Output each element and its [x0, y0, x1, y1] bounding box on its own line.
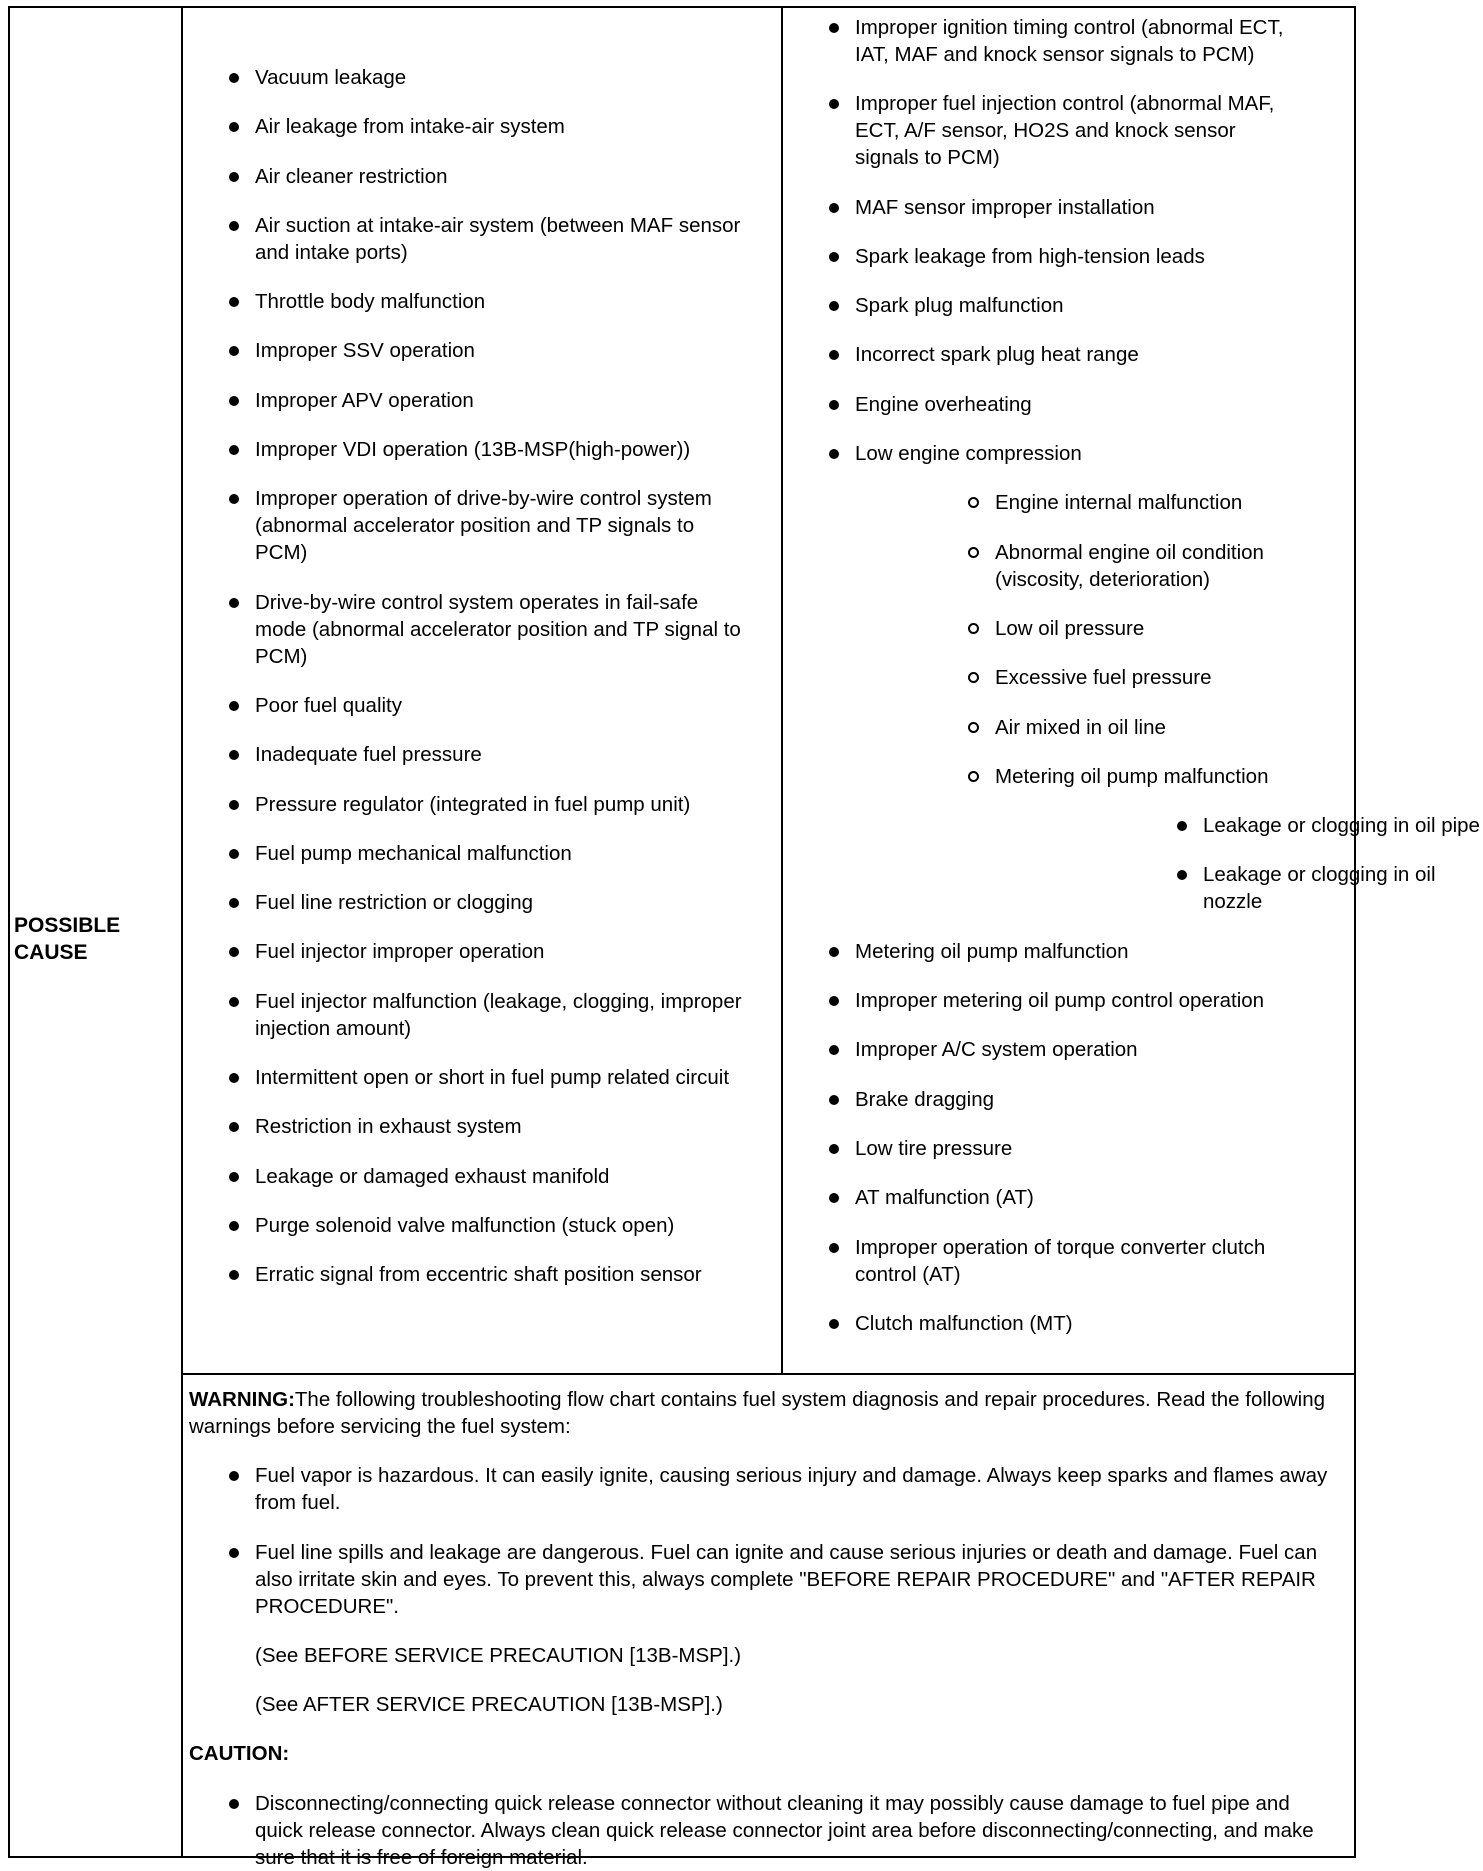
right-cause-list — [783, 14, 1480, 1359]
warning-list — [189, 1462, 1348, 1619]
cause-item: Inadequate fuel pressure — [183, 741, 743, 768]
cause-item: Air suction at intake-air system (between MAF sensor and intake ports) — [183, 212, 743, 266]
row-label-text: POSSIBLE CAUSE — [14, 914, 121, 964]
warning-intro: The following troubleshooting flow chart contains fuel system diagnosis and repair procedures. Read the following warnings before servicing the fuel system: — [189, 1388, 1326, 1438]
cause-item: Fuel line restriction or clogging — [183, 889, 743, 916]
cause-item: Restriction in exhaust system — [183, 1113, 743, 1140]
cause-item: Improper operation of drive-by-wire control system (abnormal accelerator position and TP signals to PCM) — [183, 485, 743, 566]
sub-cause-item: Low oil pressure — [855, 615, 1303, 642]
cause-item: Air leakage from intake-air system — [183, 113, 743, 140]
cause-item: Improper ignition timing control (abnormal ECT, IAT, MAF and knock sensor signals to PCM) — [783, 14, 1303, 68]
cause-item: Fuel injector improper operation — [183, 938, 743, 965]
cause-item: Low tire pressure — [783, 1135, 1303, 1162]
caution-heading: CAUTION: — [189, 1742, 290, 1766]
cause-item: Clutch malfunction (MT) — [783, 1310, 1303, 1337]
caution-list — [189, 1790, 1348, 1871]
sub-cause-item: Excessive fuel pressure — [855, 664, 1303, 691]
cause-item: Spark plug malfunction — [783, 292, 1303, 319]
cause-item: Improper operation of torque converter clutch control (AT) — [783, 1234, 1303, 1288]
compression-sublist — [855, 489, 1480, 915]
metering-sublist — [995, 812, 1480, 915]
causes-right-column — [783, 8, 1480, 1373]
cause-item: Erratic signal from eccentric shaft position sensor — [183, 1261, 743, 1288]
cause-item: MAF sensor improper installation — [783, 194, 1303, 221]
warning-item: Fuel vapor is hazardous. It can easily ignite, causing serious injury and damage. Always keep sparks and flames away from fuel. — [189, 1462, 1335, 1516]
cause-item-compression — [783, 440, 1480, 915]
cause-item: Improper APV operation — [183, 387, 743, 414]
cause-item: Leakage or damaged exhaust manifold — [183, 1163, 743, 1190]
causes-cell — [183, 8, 1480, 1375]
sub-cause-item: Air mixed in oil line — [855, 714, 1303, 741]
cause-item: Throttle body malfunction — [183, 288, 743, 315]
subsub-cause-item: Leakage or clogging in oil pipe — [995, 812, 1483, 839]
possible-cause-table — [8, 6, 1480, 1869]
subsub-cause-item: Leakage or clogging in oil nozzle — [995, 861, 1483, 915]
cause-item: Drive-by-wire control system operates in fail-safe mode (abnormal accelerator position and TP signal to PCM) — [183, 589, 743, 670]
cause-item: Intermittent open or short in fuel pump related circuit — [183, 1064, 743, 1091]
left-cause-list — [183, 64, 743, 1311]
label-cell — [10, 8, 183, 1856]
causes-left-column — [183, 8, 783, 1373]
cause-item: Improper A/C system operation — [783, 1036, 1303, 1063]
cause-item: Improper VDI operation (13B-MSP(high-power)) — [183, 436, 743, 463]
cause-item: Poor fuel quality — [183, 692, 743, 719]
cause-item: Fuel injector malfunction (leakage, clogging, improper injection amount) — [183, 988, 743, 1042]
compression-label: Low engine compression — [855, 442, 1082, 466]
cause-item: Spark leakage from high-tension leads — [783, 243, 1303, 270]
sub-cause-item-metering — [855, 763, 1480, 916]
warning-item: Fuel line spills and leakage are dangerous. Fuel can ignite and cause serious injuries or death and damage. Fuel can also irritate skin and eyes. To prevent this, always complete "BEFORE REPAIR PROCEDURE" and "AFTER REPAIR PROCEDURE". — [189, 1539, 1335, 1620]
cause-item: Improper fuel injection control (abnormal MAF, ECT, A/F sensor, HO2S and knock sensor signals to PCM) — [783, 90, 1303, 171]
row-label — [14, 912, 164, 966]
cause-item: Air cleaner restriction — [183, 163, 743, 190]
cause-item: AT malfunction (AT) — [783, 1184, 1303, 1211]
see-before-link-text: (See BEFORE SERVICE PRECAUTION [13B-MSP].) — [255, 1643, 742, 1667]
cause-item: Incorrect spark plug heat range — [783, 341, 1303, 368]
warning-paragraph — [189, 1386, 1348, 1440]
warning-cell — [183, 1375, 1354, 1869]
caution-item: Disconnecting/connecting quick release connector without cleaning it may possibly cause damage to fuel pipe and quick release connector. Always clean quick release connector joint area before disconnecting/connecting, and make sure that it is free of foreign material. — [189, 1790, 1335, 1871]
sub-cause-item: Engine internal malfunction — [855, 489, 1303, 516]
cause-item: Improper metering oil pump control operation — [783, 987, 1303, 1014]
cause-item: Vacuum leakage — [183, 64, 743, 91]
cause-item: Brake dragging — [783, 1086, 1303, 1113]
sub-cause-item: Abnormal engine oil condition (viscosity, deterioration) — [855, 539, 1303, 593]
see-after-link-text: (See AFTER SERVICE PRECAUTION [13B-MSP].) — [255, 1693, 723, 1717]
cause-item: Purge solenoid valve malfunction (stuck open) — [183, 1212, 743, 1239]
cause-item: Pressure regulator (integrated in fuel pump unit) — [183, 791, 743, 818]
cause-item: Metering oil pump malfunction — [783, 938, 1303, 965]
cause-item: Improper SSV operation — [183, 337, 743, 364]
metering-label: Metering oil pump malfunction — [995, 764, 1269, 788]
cause-item: Engine overheating — [783, 391, 1303, 418]
warning-heading: WARNING: — [189, 1388, 295, 1411]
cause-item: Fuel pump mechanical malfunction — [183, 840, 743, 867]
